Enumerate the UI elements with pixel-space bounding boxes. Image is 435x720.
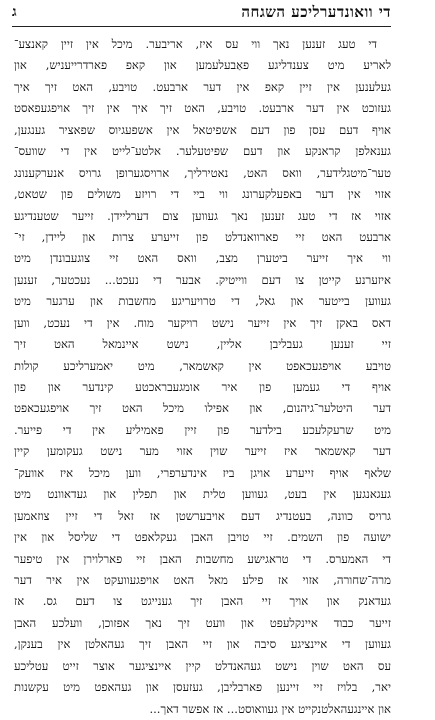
header-rule	[12, 26, 391, 27]
text-line: געזוכט אין דער ארבעט. טויבע, האט זיך איך אין זיך אויפגעפאסט	[14, 101, 391, 116]
text-line: אויף די געמען פון איר אומגעבראכטע קינדער און פון	[14, 380, 391, 394]
text-line: טער־מיטגלידער, וואס האט, נאטירליך, ארויסגערופן גרויס אנערקענונג	[14, 165, 391, 180]
text-line: יאר, בלויז זיי זיינען פארבליבן, געזעסן און געהאפט מיט עקשנות	[14, 680, 391, 695]
text-line: און איינגעהאלטנקייט אין געוואוסט... אז אפשר דאך...	[149, 701, 391, 716]
text-line: די האמערס. די טראגישע מחשבות האבן זיי פארלוירן אין טיפער	[14, 551, 391, 566]
text-line: ווי איך זייער ביטערן מצב, וואס האט זיי צוגעבונדן מיט	[14, 251, 391, 266]
text-line: אזוי אז די טעג זענען נאך געווען צום דערליידן. זייער שטענדיגע	[14, 208, 391, 223]
text-line: געגאנגען אין בעט, געווען טלית און תפלין און געדאוונט מיט	[14, 487, 391, 502]
text-line: דער היטלער־גיהנום, און אפילו מיכל האט זיך אויפגעכאפט	[14, 401, 391, 416]
text-line: גענאלפן קראנקע און דעם שפיטעלער. אלטע־לייט אין די שוועס־	[14, 144, 391, 159]
text-line: טויבע אויפגעכאפט אין קאשמאר, מיט יאמערליכע קולות	[14, 358, 391, 373]
text-line: ארבעט האט זיי פארוואנדלט פון זייערע צרות און ליידן, זי־	[14, 229, 391, 244]
text-line: געווען בייטער און גאל, די טרויעריגע מחשבות און ערגער מיט	[14, 294, 391, 309]
text-line: זיי זענען געבליבן אליין, נישט איינמאל האט זיך	[14, 337, 391, 352]
text-line: גרויס כוונה, בעטנדיג דעם אויבערשטן אז זאל די זיין צוזאמען	[14, 508, 391, 523]
text-line: לאריע מיט צענדליגע פאַבעלעמען און קאפ פארדרייעניש, און	[14, 58, 391, 73]
text-line: עס האט שוין נישט געהאנדלט קיין איינציגער אוצר זייט עטליכע	[14, 658, 391, 673]
text-line: געלענען אין זיין קאפ אין דער ארבעט. טויבע, האט זיך איך	[14, 79, 391, 94]
text-line: זייער כבוד איינקלעפט און וועט זיך נאך אפזוכן, וועלכע האבן	[14, 615, 391, 630]
body-paragraph	[14, 34, 391, 720]
running-header	[12, 3, 391, 25]
text-line: די טעג זענען נאך ווי עס איז, אריבער. מיכל אין זיין קאנצע־	[14, 37, 377, 51]
text-line: געווען די איינציגע סיבה און זיי האבן זיך געהאלטן אין בענקן,	[14, 637, 391, 652]
text-line: דאס באקן זיך אין זייער נישט רויקער מוח. אין די נעכט, ווען	[14, 315, 391, 330]
text-line: ישועה פון השמים. זיי טויבן האבן געקלאפט די שליסל און אין	[14, 530, 391, 545]
text-line: מרה־שחורה, אזוי אז פילע מאל האט אויפגעוועקט אין איר דער	[14, 572, 391, 587]
page-number: ג	[12, 4, 17, 20]
text-line: מיט שרעקלעכע בילדער פון זיין פאמיליע אין די פייער.	[14, 422, 391, 437]
header-title: די וואונדערליכע השגחה	[241, 3, 391, 21]
text-line: שלאף אויף זייערע אויגן ביז אינדערפרי, ווען מיכל איז אוועק־	[14, 465, 391, 480]
text-line: אזוי אין דער באפעלקערונג ווי ביי די רויזע משולים פון שטאט,	[14, 187, 391, 202]
text-line: דער קאשמאר איז זייער שוין אזוי מער נישט געקומען קיין	[14, 444, 391, 459]
text-line: געדאנק און אויך זיי האבן זיך גענייגט צו דעם גס. אז	[14, 594, 391, 609]
text-line: איזערנע קייטן צו דעם ווייטיק. אבער די נעכט... נעכטער, זענען	[14, 272, 391, 287]
text-line: אויף דעם עסן פון דעם אשפיטאל אין אשפעגיוס שפאציר גענגען,	[14, 122, 391, 137]
